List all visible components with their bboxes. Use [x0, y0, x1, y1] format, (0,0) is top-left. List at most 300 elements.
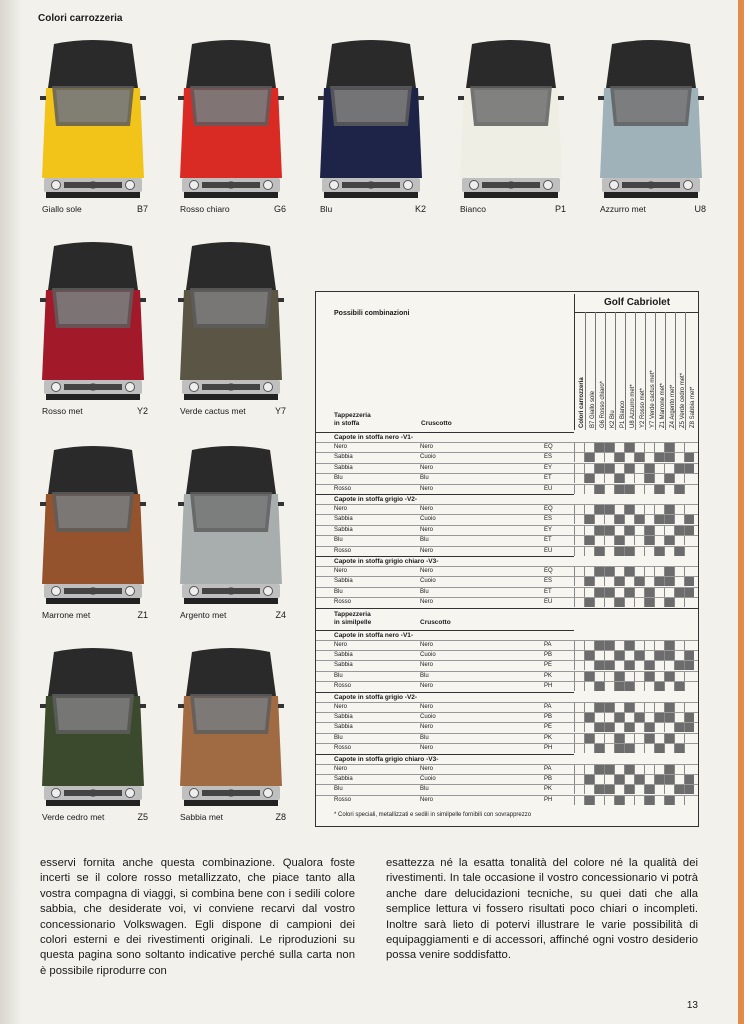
availability-cell — [634, 661, 644, 670]
availability-cell — [574, 713, 584, 722]
availability-cell — [614, 464, 624, 473]
availability-cell — [574, 588, 584, 597]
table-row: Blu Blu PK — [316, 671, 698, 682]
availability-cell — [624, 682, 634, 691]
availability-cell — [664, 641, 674, 650]
car-color-code: Y2 — [136, 406, 148, 416]
availability-cell — [584, 547, 594, 556]
availability-cell — [604, 682, 614, 691]
availability-cell — [584, 713, 594, 722]
table-row: Sabbia Cuoio PB — [316, 650, 698, 661]
availability-cell — [624, 765, 634, 774]
car-swatch — [318, 38, 426, 214]
availability-cell — [684, 505, 694, 514]
availability-cell — [654, 598, 664, 607]
availability-cell — [654, 765, 664, 774]
availability-cell — [624, 672, 634, 681]
availability-cell — [574, 443, 584, 452]
availability-cell — [684, 443, 694, 452]
availability-cell — [644, 661, 654, 670]
car-color-name: Verde cedro met — [42, 812, 105, 822]
availability-cell — [584, 515, 594, 524]
availability-cell — [634, 485, 644, 494]
car-color-name: Argento met — [180, 610, 227, 620]
availability-cell — [584, 682, 594, 691]
availability-cell — [664, 536, 674, 545]
availability-cell — [584, 567, 594, 576]
availability-cell — [584, 765, 594, 774]
availability-cell — [674, 651, 684, 660]
availability-cell — [594, 515, 604, 524]
car-image — [458, 38, 564, 200]
availability-cell — [604, 526, 614, 535]
car-color-name: Verde cactus met — [180, 406, 246, 416]
availability-cell — [594, 765, 604, 774]
availability-cell — [614, 703, 624, 712]
availability-cell — [574, 775, 584, 784]
availability-cell — [654, 536, 664, 545]
availability-cell — [584, 703, 594, 712]
availability-cell — [624, 588, 634, 597]
availability-cell — [674, 785, 684, 794]
availability-cell — [594, 672, 604, 681]
availability-cell — [644, 796, 654, 805]
availability-cell — [584, 641, 594, 650]
similpelle-subheader: Tappezzeria in similpelle Cruscotto — [316, 608, 698, 629]
availability-cell — [574, 453, 584, 462]
availability-cell — [674, 703, 684, 712]
availability-cell — [634, 567, 644, 576]
page-binding-shadow — [0, 0, 22, 1024]
availability-cell — [624, 598, 634, 607]
availability-cell — [664, 453, 674, 462]
availability-cell — [644, 785, 654, 794]
availability-cell — [644, 588, 654, 597]
availability-cell — [594, 661, 604, 670]
availability-cell — [634, 765, 644, 774]
car-image — [178, 240, 284, 402]
column-header: B7 Giallo sole — [585, 312, 596, 430]
table-row: Nero Nero PA — [316, 764, 698, 775]
availability-cell — [584, 474, 594, 483]
availability-cell — [574, 703, 584, 712]
availability-cell — [644, 713, 654, 722]
availability-cell — [664, 661, 674, 670]
availability-cell — [584, 651, 594, 660]
availability-cell — [594, 734, 604, 743]
table-row: Sabbia Cuoio PB — [316, 712, 698, 723]
group-header: Capote in stoffa nero -V1- — [316, 630, 574, 641]
availability-cell — [604, 598, 614, 607]
availability-cell — [604, 567, 614, 576]
availability-cell — [574, 785, 584, 794]
availability-cell — [624, 796, 634, 805]
availability-cell — [604, 505, 614, 514]
availability-cell — [614, 641, 624, 650]
availability-cell — [674, 661, 684, 670]
availability-cell — [634, 796, 644, 805]
availability-cell — [614, 453, 624, 462]
car-color-name: Azzurro met — [600, 204, 646, 214]
availability-cell — [674, 474, 684, 483]
availability-cell — [674, 567, 684, 576]
availability-cell — [574, 474, 584, 483]
availability-cell — [654, 567, 664, 576]
availability-cell — [574, 464, 584, 473]
column-header: G6 Rosso chiaro* — [595, 312, 606, 430]
table-row: Nero Nero PA — [316, 640, 698, 651]
cruscotto-label: Cruscotto — [421, 420, 452, 427]
availability-cell — [604, 474, 614, 483]
car-color-code: P1 — [554, 204, 566, 214]
car-color-code: Z4 — [275, 610, 286, 620]
car-color-name: Bianco — [460, 204, 486, 214]
availability-cell — [574, 515, 584, 524]
car-image — [178, 444, 284, 606]
availability-cell — [584, 453, 594, 462]
availability-cell — [674, 443, 684, 452]
availability-cell — [654, 547, 664, 556]
availability-cell — [634, 474, 644, 483]
availability-cell — [574, 536, 584, 545]
availability-cell — [684, 567, 694, 576]
availability-cell — [604, 744, 614, 753]
availability-cell — [664, 485, 674, 494]
availability-cell — [644, 641, 654, 650]
availability-cell — [684, 713, 694, 722]
availability-cell — [604, 641, 614, 650]
table-row: Nero Nero EQ — [316, 566, 698, 577]
availability-cell — [674, 547, 684, 556]
car-color-code: Y7 — [274, 406, 286, 416]
availability-cell — [664, 744, 674, 753]
availability-cell — [604, 515, 614, 524]
availability-cell — [674, 536, 684, 545]
availability-cell — [684, 682, 694, 691]
availability-cell — [654, 651, 664, 660]
availability-cell — [574, 765, 584, 774]
availability-cell — [644, 464, 654, 473]
availability-cell — [664, 567, 674, 576]
availability-cell — [574, 723, 584, 732]
column-header: K2 Blu — [605, 312, 616, 430]
availability-cell — [574, 651, 584, 660]
availability-cell — [684, 598, 694, 607]
group-header: Capote in stoffa grigio -V2- — [316, 692, 574, 703]
availability-cell — [684, 485, 694, 494]
availability-cell — [644, 505, 654, 514]
car-image — [318, 38, 424, 200]
table-row: Rosso Nero PH — [316, 743, 698, 754]
availability-cell — [684, 547, 694, 556]
availability-cell — [674, 682, 684, 691]
availability-cell — [654, 723, 664, 732]
availability-cell — [604, 775, 614, 784]
availability-cell — [614, 723, 624, 732]
availability-cell — [574, 796, 584, 805]
availability-cell — [604, 661, 614, 670]
availability-cell — [614, 785, 624, 794]
availability-cell — [604, 464, 614, 473]
column-header: Y2 Rosso met* — [635, 312, 646, 430]
table-row: Nero Nero PA — [316, 702, 698, 713]
availability-cell — [574, 485, 584, 494]
availability-cell — [594, 443, 604, 452]
availability-cell — [664, 547, 674, 556]
car-swatch — [598, 38, 706, 214]
availability-cell — [584, 775, 594, 784]
availability-cell — [664, 713, 674, 722]
availability-cell — [594, 713, 604, 722]
availability-cell — [684, 765, 694, 774]
availability-cell — [624, 453, 634, 462]
availability-cell — [674, 505, 684, 514]
availability-cell — [574, 526, 584, 535]
column-header: Z4 Argento met* — [665, 312, 676, 430]
availability-cell — [604, 796, 614, 805]
car-swatch — [40, 444, 148, 620]
availability-cell — [634, 577, 644, 586]
availability-cell — [664, 765, 674, 774]
availability-cell — [654, 453, 664, 462]
golf-cabriolet-header: Golf Cabriolet — [574, 294, 699, 313]
availability-cell — [674, 796, 684, 805]
availability-cell — [574, 661, 584, 670]
car-swatch — [178, 240, 286, 416]
availability-cell — [604, 443, 614, 452]
availability-cell — [654, 713, 664, 722]
availability-cell — [664, 474, 674, 483]
availability-cell — [604, 588, 614, 597]
availability-cell — [664, 775, 674, 784]
availability-cell — [574, 567, 584, 576]
availability-cell — [644, 515, 654, 524]
availability-cell — [674, 588, 684, 597]
table-row: Blu Blu PK — [316, 733, 698, 744]
group-header: Capote in stoffa grigio -V2- — [316, 494, 574, 505]
availability-cell — [594, 547, 604, 556]
availability-cell — [604, 713, 614, 722]
body-text-left: esservi fornita anche questa combinazione. Qualora foste incerti se il colore rosso metallizzato, che piace tanto alla vostra compagna di viaggi, si combina bene con i sedili colore sabbia, che desiderate voi, vi conviene recarvi dal vostro concessionario Volkswagen. Egli dispone di campioni dei colori esterni e dei rivestimenti originali. Le riproduzioni su questa pagina sono soltanto indicative perché sulla carta non è possibile riprodurre con — [40, 857, 355, 977]
availability-cell — [634, 536, 644, 545]
car-image — [40, 444, 146, 606]
availability-cell — [614, 796, 624, 805]
availability-cell — [644, 682, 654, 691]
car-color-code: Z8 — [275, 812, 286, 822]
availability-cell — [684, 526, 694, 535]
car-swatch — [40, 646, 148, 822]
availability-cell — [674, 713, 684, 722]
availability-cell — [664, 796, 674, 805]
availability-cell — [594, 775, 604, 784]
table-row: Blu Blu ET — [316, 473, 698, 484]
availability-cell — [594, 682, 604, 691]
table-row: Sabbia Nero PE — [316, 722, 698, 733]
availability-cell — [684, 577, 694, 586]
table-title: Possibili combinazioni — [334, 310, 410, 317]
column-header: Z8 Sabbia met* — [685, 312, 696, 430]
car-image — [178, 646, 284, 808]
availability-cell — [614, 567, 624, 576]
availability-cell — [644, 453, 654, 462]
availability-cell — [594, 505, 604, 514]
availability-cell — [584, 734, 594, 743]
availability-cell — [624, 505, 634, 514]
car-color-code: G6 — [273, 204, 286, 214]
availability-cell — [634, 641, 644, 650]
availability-cell — [634, 526, 644, 535]
availability-cell — [654, 474, 664, 483]
table-row: Blu Blu ET — [316, 587, 698, 598]
availability-cell — [684, 775, 694, 784]
availability-cell — [644, 672, 654, 681]
availability-cell — [604, 703, 614, 712]
availability-cell — [624, 744, 634, 753]
availability-cell — [604, 651, 614, 660]
table-row: Rosso Nero EU — [316, 546, 698, 557]
availability-cell — [624, 775, 634, 784]
availability-cell — [584, 505, 594, 514]
availability-cell — [684, 536, 694, 545]
availability-cell — [584, 588, 594, 597]
availability-cell — [634, 703, 644, 712]
availability-cell — [574, 672, 584, 681]
availability-cell — [594, 703, 604, 712]
availability-cell — [574, 547, 584, 556]
table-row: Rosso Nero EU — [316, 597, 698, 608]
availability-cell — [644, 765, 654, 774]
availability-cell — [574, 598, 584, 607]
availability-cell — [614, 588, 624, 597]
availability-cell — [634, 547, 644, 556]
availability-cell — [654, 682, 664, 691]
availability-cell — [574, 744, 584, 753]
availability-cell — [584, 796, 594, 805]
availability-cell — [684, 641, 694, 650]
availability-cell — [654, 577, 664, 586]
availability-cell — [684, 651, 694, 660]
availability-cell — [674, 526, 684, 535]
table-row: Rosso Nero EU — [316, 484, 698, 495]
availability-cell — [664, 515, 674, 524]
availability-cell — [644, 474, 654, 483]
availability-cell — [654, 505, 664, 514]
availability-cell — [594, 651, 604, 660]
availability-cell — [614, 536, 624, 545]
tapp-label-line1: Tappezzeria — [334, 412, 371, 419]
availability-cell — [624, 474, 634, 483]
car-color-name: Rosso met — [42, 406, 83, 416]
car-color-name: Sabbia met — [180, 812, 223, 822]
availability-cell — [674, 775, 684, 784]
availability-cell — [684, 744, 694, 753]
availability-cell — [644, 526, 654, 535]
availability-cell — [584, 536, 594, 545]
table-row: Nero Nero EQ — [316, 504, 698, 515]
availability-cell — [664, 464, 674, 473]
availability-cell — [604, 723, 614, 732]
availability-cell — [654, 515, 664, 524]
availability-cell — [604, 672, 614, 681]
availability-cell — [634, 775, 644, 784]
availability-cell — [584, 785, 594, 794]
table-row: Nero Nero EQ — [316, 442, 698, 453]
availability-cell — [674, 641, 684, 650]
availability-cell — [624, 734, 634, 743]
availability-cell — [684, 672, 694, 681]
availability-cell — [684, 703, 694, 712]
availability-cell — [634, 505, 644, 514]
availability-cell — [664, 577, 674, 586]
availability-cell — [604, 547, 614, 556]
availability-cell — [624, 567, 634, 576]
availability-cell — [624, 785, 634, 794]
availability-cell — [654, 796, 664, 805]
availability-cell — [594, 598, 604, 607]
car-color-code: Z1 — [137, 610, 148, 620]
body-text-right: esattezza né la esatta tonalità del colore né la qualità dei rivestimenti. In tale occasione il vostro concessionario vi potrà anche dare delucidazioni tecniche, su quei dati che alla semplice lettura vi fossero risultati poco chiari o incompleti. Inoltre sarà lieto di potervi illustrare le varie possibilità di equipaggiamenti e di accessori, affinché ogni vostro desiderio possa venire soddisfatto. — [386, 857, 698, 962]
availability-cell — [624, 577, 634, 586]
availability-cell — [634, 515, 644, 524]
column-header: Z1 Marrone met* — [655, 312, 666, 430]
car-image — [178, 38, 284, 200]
availability-cell — [684, 723, 694, 732]
availability-cell — [654, 775, 664, 784]
availability-cell — [644, 547, 654, 556]
color-column-headers — [574, 312, 699, 430]
availability-cell — [684, 661, 694, 670]
availability-cell — [614, 515, 624, 524]
availability-cell — [594, 567, 604, 576]
availability-cell — [624, 713, 634, 722]
availability-cell — [644, 567, 654, 576]
availability-cell — [604, 765, 614, 774]
availability-cell — [654, 443, 664, 452]
availability-cell — [664, 588, 674, 597]
availability-cell — [594, 474, 604, 483]
availability-cell — [664, 734, 674, 743]
availability-cell — [654, 785, 664, 794]
availability-cell — [634, 443, 644, 452]
availability-cell — [624, 723, 634, 732]
availability-cell — [644, 723, 654, 732]
availability-cell — [584, 443, 594, 452]
availability-cell — [634, 723, 644, 732]
table-row: Sabbia Nero PE — [316, 660, 698, 671]
car-swatch — [178, 646, 286, 822]
page-number: 13 — [686, 1000, 698, 1011]
car-image — [40, 38, 146, 200]
availability-cell — [654, 588, 664, 597]
car-color-name: Giallo sole — [42, 204, 82, 214]
availability-cell — [584, 723, 594, 732]
availability-cell — [624, 536, 634, 545]
availability-cell — [654, 734, 664, 743]
table-row: Sabbia Nero EY — [316, 463, 698, 474]
table-row: Blu Blu PK — [316, 784, 698, 795]
availability-cell — [654, 703, 664, 712]
availability-cell — [624, 703, 634, 712]
car-color-name: Marrone met — [42, 610, 91, 620]
availability-cell — [644, 485, 654, 494]
car-color-code: U8 — [694, 204, 706, 214]
availability-cell — [614, 765, 624, 774]
availability-cell — [654, 744, 664, 753]
availability-cell — [664, 682, 674, 691]
table-row: Sabbia Cuoio PB — [316, 774, 698, 785]
availability-cell — [604, 485, 614, 494]
availability-cell — [614, 661, 624, 670]
